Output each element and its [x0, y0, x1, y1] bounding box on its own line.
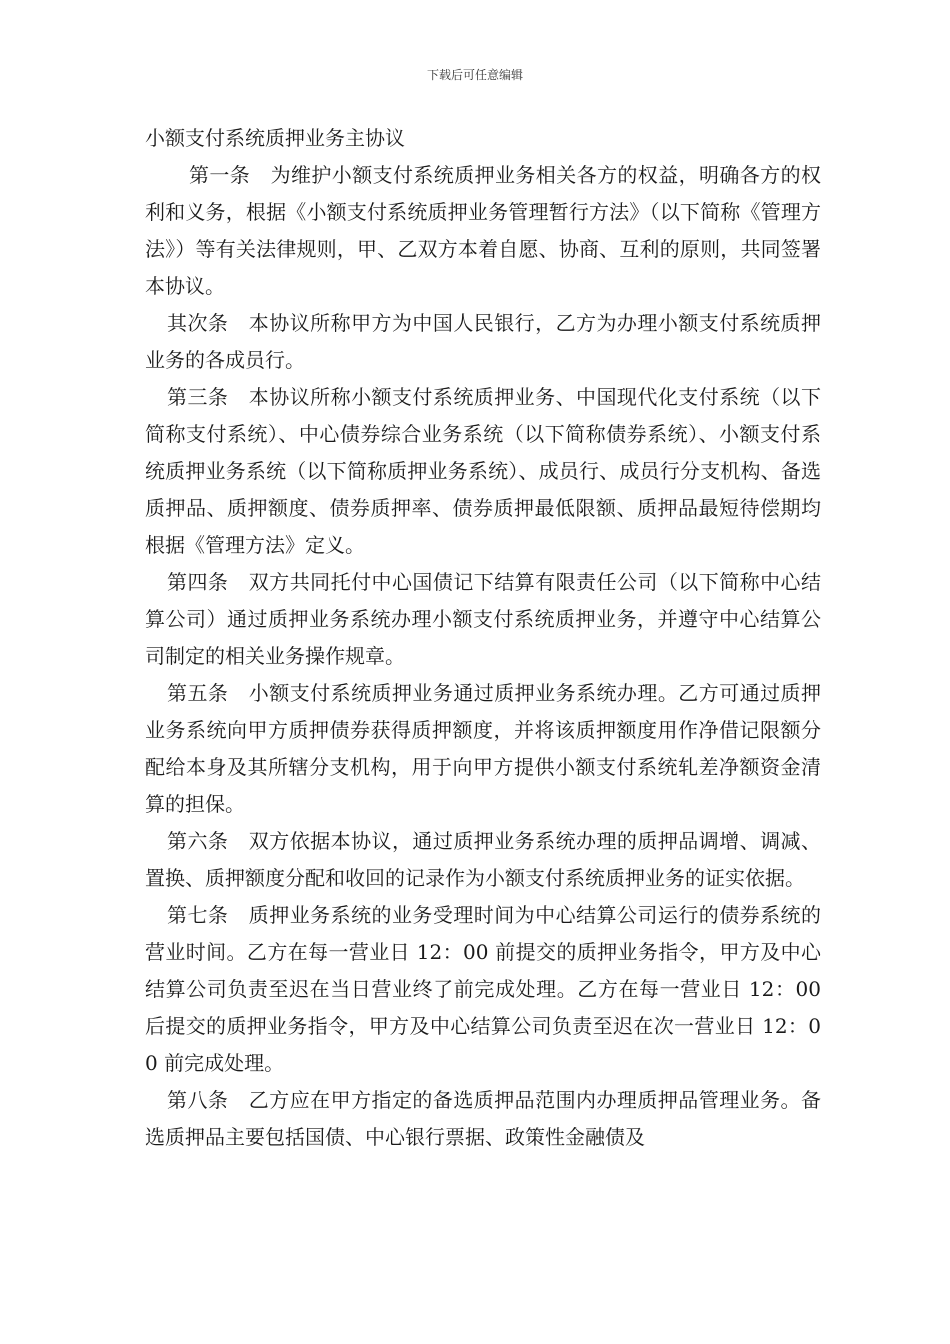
article-1: 第一条 为维护小额支付系统质押业务相关各方的权益，明确各方的权利和义务，根据《小额支付系统质押业务管理暂行方法》（以下简称《管理方法》）等有关法律规则，甲、乙双方本着自愿、协商、互利的原则，共同签署本协议。	[145, 163, 821, 298]
page-header: 下载后可任意编辑	[426, 68, 523, 82]
article-2: 其次条 本协议所称甲方为中国人民银行，乙方为办理小额支付系统质押业务的各成员行。	[145, 311, 821, 372]
document-body	[145, 120, 821, 1156]
article-6: 第六条 双方依据本协议，通过质押业务系统办理的质押品调增、调减、置换、质押额度分配和收回的记录作为小额支付系统质押业务的证实依据。	[145, 829, 821, 890]
document-title: 小额支付系统质押业务主协议	[145, 126, 405, 150]
article-3: 第三条 本协议所称小额支付系统质押业务、中国现代化支付系统（以下简称支付系统）、中心债券综合业务系统（以下简称债券系统）、小额支付系统质押业务系统（以下简称质押业务系统）、成员行、成员行分支机构、备选质押品、质押额度、债券质押率、债券质押最低限额、质押品最短待偿期均根据《管理方法》定义。	[145, 385, 821, 557]
article-4: 第四条 双方共同托付中心国债记下结算有限责任公司（以下简称中心结算公司）通过质押业务系统办理小额支付系统质押业务，并遵守中心结算公司制定的相关业务操作规章。	[145, 570, 821, 668]
article-7: 第七条 质押业务系统的业务受理时间为中心结算公司运行的债券系统的营业时间。乙方在每一营业日 12：00 前提交的质押业务指令，甲方及中心结算公司负责至迟在当日营业终了前完成处理。乙方在每一营业日 12：00 后提交的质押业务指令，甲方及中心结算公司负责至迟在次一营业日 12：00 前完成处理。	[145, 903, 821, 1075]
article-8: 第八条 乙方应在甲方指定的备选质押品范围内办理质押品管理业务。备选质押品主要包括国债、中心银行票据、政策性金融债及	[145, 1088, 821, 1149]
article-5: 第五条 小额支付系统质押业务通过质押业务系统办理。乙方可通过质押业务系统向甲方质押债券获得质押额度，并将该质押额度用作净借记限额分配给本身及其所辖分支机构，用于向甲方提供小额支付系统轧差净额资金清算的担保。	[145, 681, 821, 816]
